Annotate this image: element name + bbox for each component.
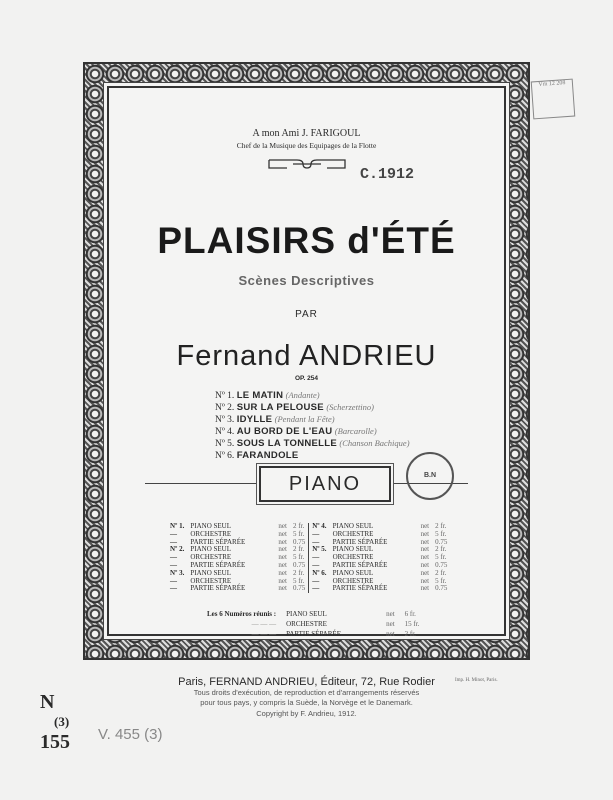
piece-tempo: (Andante) — [285, 390, 320, 400]
price-item: ORCHESTRE — [332, 529, 374, 538]
dedication-line-1: A mon Ami J. FARIGOUL — [252, 128, 361, 139]
list-item — [215, 402, 410, 414]
price-price: 0.75 — [435, 584, 448, 593]
price-price: 2 fr. — [435, 545, 447, 554]
price-item: PARTIE SÉPARÉE — [332, 584, 388, 593]
set-item: ORCHESTRE — [286, 620, 327, 628]
price-no: — — [170, 584, 177, 593]
set-label: — — — — [251, 630, 277, 638]
set-label: Les 6 Numéros réunis : — [207, 610, 277, 618]
price-price: 2 fr. — [292, 545, 305, 554]
piece-title: SUR LA PELOUSE — [236, 402, 324, 413]
price-no: — — [309, 531, 330, 539]
price-net: net — [278, 553, 287, 562]
shelfmark-number: 155 — [40, 731, 70, 753]
piece-number: Nº 5. — [215, 439, 235, 449]
set-label: — — — — [251, 620, 277, 628]
page-title: PLAISIRS d'ÉTÉ — [157, 220, 456, 261]
list-item — [215, 426, 410, 438]
price-net: net — [278, 584, 287, 593]
price-item: PIANO SEUL — [332, 545, 374, 554]
price-item: PARTIE SÉPARÉE — [190, 537, 246, 546]
piece-number: Nº 1. — [215, 391, 235, 401]
price-net: net — [278, 522, 287, 530]
instrument-label: PIANO — [259, 466, 391, 502]
price-price: 5 fr. — [292, 529, 305, 538]
price-no: — — [309, 585, 330, 593]
price-item: PARTIE SÉPARÉE — [332, 537, 388, 546]
set-net: net — [386, 610, 395, 618]
table-row — [167, 585, 450, 593]
set-net: net — [386, 630, 395, 638]
price-net: net — [420, 522, 430, 530]
price-net: net — [278, 529, 287, 538]
price-net: net — [278, 560, 287, 569]
price-net: net — [278, 545, 287, 554]
price-item: ORCHESTRE — [190, 553, 232, 562]
set-item: PARTIE SÉPARÉE — [286, 630, 341, 638]
piece-number: Nº 2. — [215, 403, 235, 413]
price-net: net — [420, 568, 430, 577]
price-item: PARTIE SÉPARÉE — [332, 560, 388, 569]
price-no: Nº 2. — [170, 545, 185, 554]
piece-title: AU BORD DE L'EAU — [236, 426, 333, 437]
price-item: ORCHESTRE — [190, 529, 232, 538]
price-item: PARTIE SÉPARÉE — [190, 560, 246, 569]
cover-panel — [107, 86, 506, 636]
ornamental-border — [83, 62, 530, 660]
price-price: 5 fr. — [292, 576, 305, 585]
price-price: 5 fr. — [435, 529, 447, 538]
price-price: 5 fr. — [435, 576, 447, 585]
rights-line-1: Tous droits d'exécution, de reproduction et d'arrangements réservés — [193, 688, 420, 697]
price-no: Nº 5. — [309, 546, 330, 554]
price-item: PIANO SEUL — [332, 522, 374, 530]
publisher-info — [0, 676, 613, 719]
price-no: Nº 6. — [309, 570, 330, 578]
piece-title: FARANDOLE — [236, 450, 299, 461]
shelfmark — [40, 692, 70, 752]
piece-tempo: (Chanson Bachique) — [339, 438, 410, 448]
shelfmark-volume: (3) — [54, 714, 70, 729]
price-item: PIANO SEUL — [190, 545, 232, 554]
subtitle: Scènes Descriptives — [238, 273, 375, 288]
price-no: — — [170, 553, 177, 562]
price-no: — — [170, 529, 177, 538]
call-number: C.1912 — [359, 166, 414, 183]
price-no: — — [170, 537, 177, 546]
price-net: net — [420, 545, 430, 554]
set-price: 6 fr. — [404, 610, 416, 618]
price-price: 2 fr. — [435, 568, 447, 577]
ornament-icon — [267, 158, 347, 170]
set-item: PIANO SEUL — [286, 610, 327, 618]
set-price: 2 fr. — [404, 630, 416, 638]
price-price: 0.75 — [292, 584, 306, 593]
opus-number: OP. 254 — [294, 375, 318, 382]
price-item: PIANO SEUL — [190, 568, 232, 577]
library-mark: Vm 12 208 — [538, 80, 566, 88]
price-no: — — [309, 562, 330, 570]
pieces-list — [215, 390, 410, 462]
list-item — [215, 414, 410, 426]
price-item: ORCHESTRE — [332, 553, 374, 562]
price-no: — — [309, 554, 330, 562]
price-net: net — [420, 529, 430, 538]
table-row — [203, 630, 423, 638]
price-no: — — [170, 576, 177, 585]
library-seal — [406, 452, 454, 500]
piece-number: Nº 6. — [215, 451, 235, 461]
price-no: Nº 3. — [170, 568, 185, 577]
table-row — [203, 610, 423, 618]
publisher-address: Paris, FERNAND ANDRIEU, Éditeur, 72, Rue Rodier — [178, 676, 435, 688]
rights-line-2: pour tous pays, y compris la Suède, la Norvège et le Danemark. — [200, 697, 413, 707]
price-net: net — [420, 537, 430, 546]
library-stamp — [531, 79, 576, 120]
piece-tempo: (Barcarolle) — [334, 426, 377, 436]
list-item — [215, 450, 410, 462]
printer-credit: Imp. H. Minot, Paris. — [455, 678, 498, 683]
price-price: 2 fr. — [435, 522, 447, 530]
price-no: — — [309, 578, 330, 586]
price-item: ORCHESTRE — [332, 576, 374, 585]
price-price: 2 fr. — [292, 522, 305, 530]
price-price: 0.75 — [292, 537, 306, 546]
price-net: net — [420, 560, 430, 569]
seal-text: B.N — [423, 472, 437, 479]
price-item: PIANO SEUL — [190, 522, 232, 530]
price-no: — — [170, 560, 177, 569]
table-row — [203, 620, 423, 628]
price-net: net — [278, 568, 287, 577]
piece-title: IDYLLE — [236, 414, 273, 425]
set-net: net — [386, 620, 395, 628]
dedication-line-2: Chef de la Musique des Equipages de la Flotte — [236, 141, 377, 150]
price-price: 5 fr. — [292, 553, 305, 562]
piece-number: Nº 4. — [215, 427, 235, 437]
price-no: Nº 4. — [309, 523, 330, 531]
price-item: ORCHESTRE — [190, 576, 232, 585]
shelfmark-letter: N — [40, 691, 55, 713]
price-price: 0.75 — [435, 560, 448, 569]
copyright: Copyright by F. Andrieu, 1912. — [256, 709, 357, 718]
list-item — [215, 390, 410, 402]
price-table — [167, 523, 450, 593]
handwritten-shelfmark: V. 455 (3) — [98, 726, 163, 743]
price-item: PIANO SEUL — [332, 568, 374, 577]
price-item: PARTIE SÉPARÉE — [190, 584, 246, 593]
price-no: — — [309, 539, 330, 547]
price-price: 2 fr. — [292, 568, 305, 577]
composer-name: Fernand ANDRIEU — [176, 340, 437, 372]
piece-number: Nº 3. — [215, 415, 235, 425]
price-price: 0.75 — [292, 560, 306, 569]
price-net: net — [420, 553, 430, 562]
price-net: net — [420, 576, 430, 585]
complete-set-prices — [201, 608, 425, 640]
list-item — [215, 438, 410, 450]
price-price: 0.75 — [435, 537, 448, 546]
price-price: 5 fr. — [435, 553, 447, 562]
piece-title: SOUS LA TONNELLE — [236, 438, 338, 449]
piece-title: LE MATIN — [236, 390, 284, 401]
by-label: PAR — [295, 309, 318, 320]
piece-tempo: (Scherzettino) — [326, 402, 374, 412]
price-no: Nº 1. — [170, 522, 185, 530]
price-net: net — [278, 537, 287, 546]
set-price: 15 fr. — [404, 620, 420, 628]
piece-tempo: (Pendant la Fête) — [274, 414, 335, 424]
price-net: net — [278, 576, 287, 585]
price-net: net — [420, 584, 430, 593]
